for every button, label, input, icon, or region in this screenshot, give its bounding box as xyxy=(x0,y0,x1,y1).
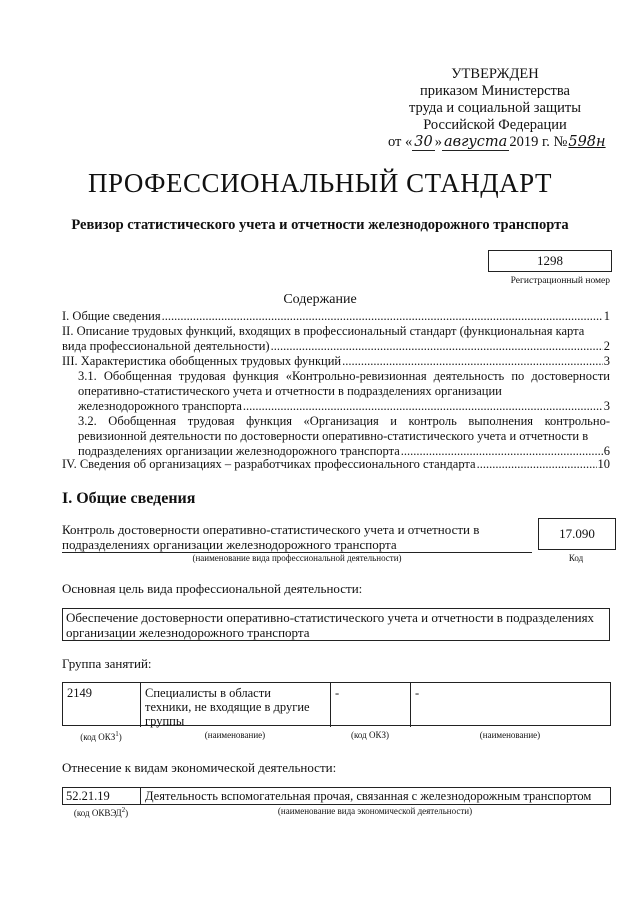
toc-item-text: I. Общие сведения xyxy=(62,309,161,323)
econ-table xyxy=(62,787,611,805)
toc-item-2[interactable] xyxy=(62,324,610,354)
econ-label: Отнесение к видам экономической деятельности: xyxy=(62,760,337,775)
group-name-caption: (наименование) xyxy=(479,730,541,740)
toc-item-text: 3.1. Обобщенная трудовая функция «Контрольно-ревизионная деятельность по достоверности оперативно-статистического учета и отчетности в подразделениях организации xyxy=(78,369,610,398)
approval-line: приказом Министерства xyxy=(420,83,570,99)
activity-code: 17.090 xyxy=(538,518,616,550)
goal-label: Основная цель вида профессиональной деятельности: xyxy=(62,581,363,596)
group-name-cell: Специалисты в области техники, не входящие в другие группы xyxy=(141,683,331,727)
section-heading: I. Общие сведения xyxy=(62,490,196,507)
group-code-cell: 2149 xyxy=(63,683,141,727)
toc-page: 3 xyxy=(603,354,610,368)
toc-page: 3 xyxy=(603,399,610,413)
approval-title: УТВЕРЖДЕН xyxy=(451,66,539,82)
econ-name-caption: (наименование вида экономической деятельности) xyxy=(277,806,473,816)
document-title: ПРОФЕССИОНАЛЬНЫЙ СТАНДАРТ xyxy=(87,168,553,198)
registration-number: 1298 xyxy=(488,250,612,272)
approval-line: Российской Федерации xyxy=(423,117,567,133)
registration-caption: Регистрационный номер xyxy=(510,276,610,286)
toc-item-text: железнодорожного транспорта xyxy=(78,399,242,413)
group-table xyxy=(62,682,611,726)
date-prefix: от « xyxy=(388,134,413,150)
date-month: августа xyxy=(443,134,508,150)
toc-item-text: II. Описание трудовых функций, входящих в профессиональный стандарт (функциональная карта xyxy=(62,324,585,338)
date-day: 30 xyxy=(414,134,433,150)
approval-block xyxy=(380,66,610,151)
code-caption: Код xyxy=(568,553,584,563)
toc-page: 1 xyxy=(603,309,610,323)
toc-item-text: 3.2. Обобщенная трудовая функция «Организация и контроль выполнения контрольно-ревизионной деятельности по достоверности оперативно-статистического учета и отчетности в xyxy=(78,414,610,443)
toc-item-text: IV. Сведения об организациях – разработчиках профессионального стандарта xyxy=(62,457,476,471)
group-code-caption: (код ОКЗ$^1$) xyxy=(80,730,122,742)
activity-caption: (наименование вида профессиональной деятельности) xyxy=(192,553,402,563)
order-number: 598н xyxy=(568,134,606,150)
group-name-caption: (наименование) xyxy=(204,730,266,740)
toc-item-3-2[interactable] xyxy=(78,414,610,459)
econ-code-cell: 52.21.19 xyxy=(63,788,141,804)
date-mid: » xyxy=(434,134,442,150)
group-code-caption: (код ОКЗ) xyxy=(351,730,389,740)
toc-page: 10 xyxy=(597,457,610,471)
group-name-cell: - xyxy=(415,686,420,700)
toc-item-3[interactable] xyxy=(62,354,610,369)
contents-heading: Содержание xyxy=(283,292,357,307)
group-code-cell: - xyxy=(331,683,411,727)
goal-box: Обеспечение достоверности оперативно-статистического учета и отчетности в подразделениях организации железнодорожного транспорта xyxy=(62,608,610,641)
econ-code-caption: (код ОКВЭД$^2$) xyxy=(73,806,129,818)
toc-page: 2 xyxy=(603,339,610,353)
toc-item-text: III. Характеристика обобщенных трудовых функций xyxy=(62,354,342,368)
toc-item-3-1[interactable] xyxy=(78,369,610,414)
date-year: 2019 г. № xyxy=(509,134,568,150)
toc-item-4[interactable] xyxy=(62,457,610,472)
toc-item-1[interactable] xyxy=(62,309,610,324)
activity-name: Контроль достоверности оперативно-статистического учета и отчетности в подразделениях организации железнодорожного транспорта xyxy=(62,522,480,552)
approval-line: труда и социальной защиты xyxy=(409,100,581,116)
toc-item-text: подразделениях организации железнодорожного транспорта xyxy=(78,444,400,458)
toc-page: 6 xyxy=(603,444,610,458)
document-subtitle: Ревизор статистического учета и отчетности железнодорожного транспорта xyxy=(71,217,569,233)
econ-name-cell: Деятельность вспомогательная прочая, связанная с железнодорожным транспортом xyxy=(145,789,592,803)
approval-date xyxy=(380,134,610,151)
toc-item-text: вида профессиональной деятельности) xyxy=(62,339,270,353)
group-label: Группа занятий: xyxy=(62,656,152,671)
